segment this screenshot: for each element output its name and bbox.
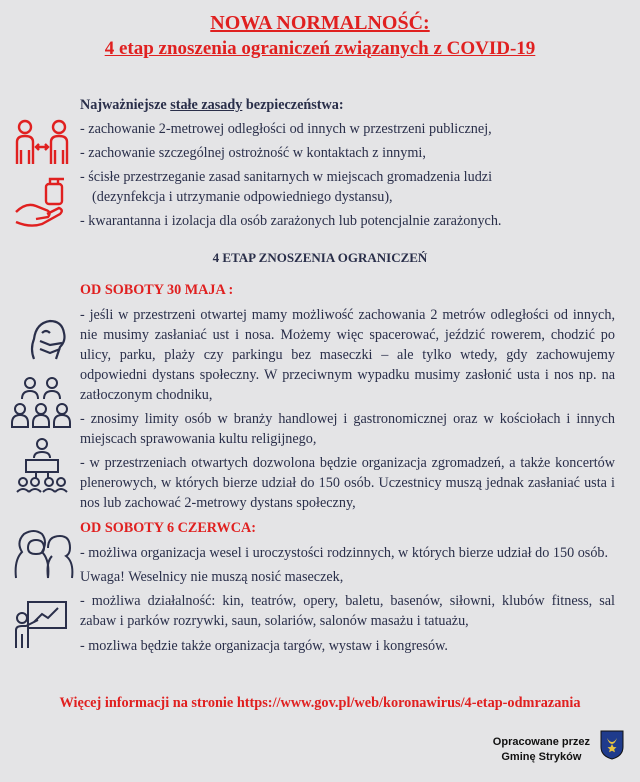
credit bbox=[493, 735, 590, 765]
rules-heading-underlined: stałe zasady bbox=[170, 97, 243, 113]
rules-heading-post: bezpieczeństwa: bbox=[242, 97, 344, 113]
page-subtitle: 4 etap znoszenia ograniczeń związanych z COVID-19 bbox=[104, 38, 536, 59]
coat-of-arms-icon bbox=[600, 730, 624, 760]
rule-item: - zachowanie 2-metrowej odległości od innych w przestrzeni publicznej, bbox=[80, 121, 492, 137]
june6-item: - mozliwa będzie także organizacja targów, wystaw i kongresów. bbox=[80, 638, 448, 654]
section-heading-june6: OD SOBOTY 6 CZERWCA: bbox=[80, 520, 256, 536]
rules-heading-pre: Najważniejsze bbox=[80, 97, 171, 113]
stage-title: 4 ETAP ZNOSZENIA OGRANICZEŃ bbox=[212, 250, 428, 265]
page-title: NOWA NORMALNOŚĆ: bbox=[210, 12, 430, 34]
june6-item: - możliwa organizacja wesel i uroczystości rodzinnych, w których bierze udział do 150 osób. bbox=[80, 545, 609, 561]
rule-item: (dezynfekcja i utrzymanie odpowiedniego dystansu), bbox=[92, 189, 393, 205]
rule-item: - kwarantanna i izolacja dla osób zarażonych lub potencjalnie zarażonych. bbox=[80, 213, 502, 229]
wedding-couple-icon bbox=[10, 528, 74, 580]
section-june-6 bbox=[80, 518, 615, 656]
credit-line-2: Gminę Stryków bbox=[501, 751, 582, 763]
distance-people-icon bbox=[12, 118, 72, 168]
face-mask-icon bbox=[22, 315, 68, 363]
group-people-icon bbox=[10, 377, 72, 429]
june6-item: Uwaga! Weselnicy nie muszą nosić maseczek, bbox=[80, 569, 344, 585]
hand-sanitizer-icon bbox=[14, 170, 72, 230]
june6-item: - możliwa działalność: kin, teatrów, opery, baletu, basenów, siłowni, klubów fitness, sal zabaw i parków rozrywki, saun, solariów, salonów masażu i tatuażu, bbox=[80, 593, 615, 629]
rule-item: - zachowanie szczególnej ostrożność w kontaktach z innymi, bbox=[80, 145, 426, 161]
credit-line-1: Opracowane przez bbox=[492, 736, 590, 748]
may30-item: - w przestrzeniach otwartych dozwolona będzie organizacja zgromadzeń, a także koncertów plenerowych, w których bierze udział do 150 osób. Uczestnicy muszą jednak zasłaniać usta i nos lub zachować 2-metrowy dystans społeczny, bbox=[80, 455, 615, 511]
section-may-30 bbox=[80, 280, 615, 513]
presentation-board-icon bbox=[14, 598, 68, 650]
rule-item: - ścisłe przestrzeganie zasad sanitarnych w miejscach gromadzenia ludzi bbox=[80, 169, 493, 185]
may30-item: - jeśli w przestrzeni otwartej mamy możliwość zachowania 2 metrów odległości od innych, nie musimy zasłaniać ust i nosa. Możemy więc spacerować, jeździć rowerem, chodzić po ulicy, parku, plaży czy parkingu bez maseczki – ale tylko wtedy, gdy zachowujemy odpowiedni dystans społeczny. W przeciwnym wypadku musimy zasłonić usta i nos np. na zatłoczonym chodniku, bbox=[80, 307, 615, 403]
section-heading-may30: OD SOBOTY 30 MAJA : bbox=[80, 282, 234, 298]
more-info-link[interactable]: Więcej informacji na stronie https://www.gov.pl/web/koronawirus/4-etap-odmrazania bbox=[59, 695, 581, 711]
concert-stage-icon bbox=[14, 438, 70, 494]
may30-item: - znosimy limity osób w branży handlowej i gastronomicznej oraz w kościołach i innych miejscach sprawowania kultu religijnego, bbox=[80, 411, 615, 447]
rules-heading bbox=[80, 95, 615, 115]
safety-rules bbox=[80, 95, 615, 231]
